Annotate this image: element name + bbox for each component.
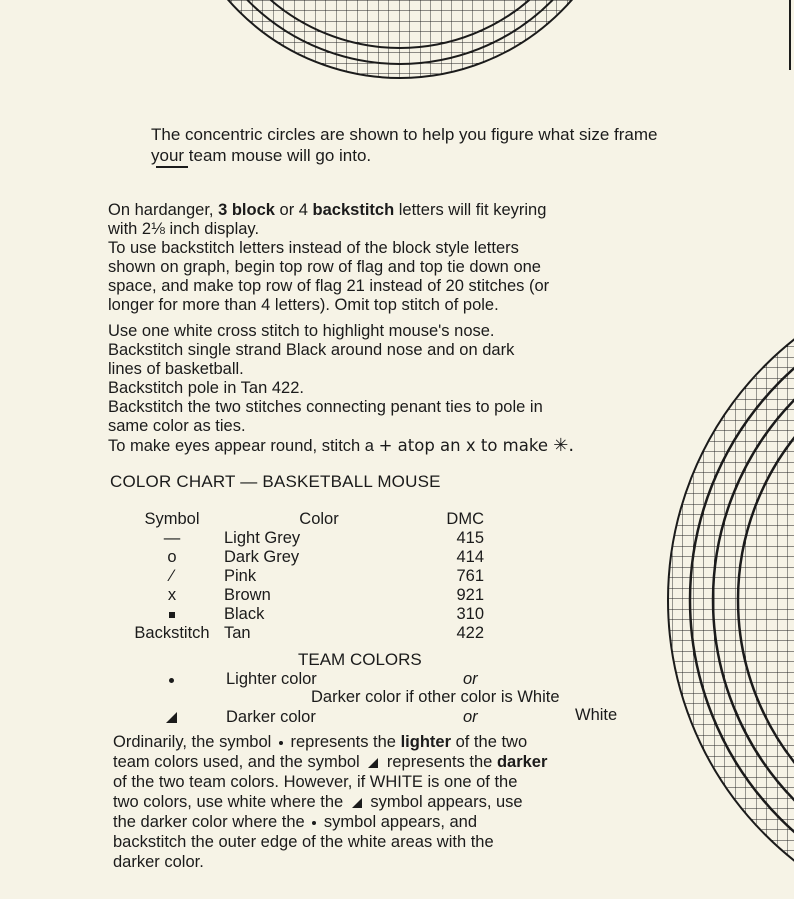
symbol-cell: Backstitch: [134, 624, 210, 642]
para2-line-4: Backstitch pole in Tan 422.: [108, 379, 304, 397]
asterisk-star-icon: ✳.: [553, 435, 575, 456]
color-chart-table: [120, 510, 484, 643]
darker-color-label: Darker color: [226, 708, 316, 726]
dmc-cell: 414: [456, 548, 484, 566]
final-line-4: two colors, use white where the symbol appears, use: [113, 793, 523, 811]
dmc-cell: 415: [456, 529, 484, 547]
triangle-icon: [352, 798, 362, 808]
final-line-5: the darker color where the symbol appears, and: [113, 813, 478, 831]
table-row: [120, 567, 484, 586]
symbol-cell: —: [163, 529, 181, 547]
dmc-cell: 422: [456, 624, 484, 642]
divider-rule: [156, 166, 188, 168]
stitch-instructions: [108, 322, 574, 456]
team-colors-title: TEAM COLORS: [298, 650, 422, 669]
para1-line-1: On hardanger, 3 block or 4 backstitch letters will fit keyring: [108, 201, 547, 219]
color-cell: Light Grey: [224, 529, 301, 547]
intro-line-2: your team mouse will go into.: [151, 146, 372, 165]
table-row: [120, 586, 484, 605]
darker-alt-label: Darker color if other color is White: [311, 688, 560, 706]
dmc-cell: 921: [456, 586, 484, 604]
dmc-header: DMC: [446, 510, 484, 528]
final-line-7: darker color.: [113, 853, 204, 871]
color-chart-header-row: [120, 510, 484, 529]
right-circle-grid: [660, 260, 794, 899]
table-row: [120, 548, 484, 567]
symbol-cell: x: [167, 586, 177, 604]
triangle-icon: [368, 758, 378, 768]
final-line-1: Ordinarily, the symbol represents the lighter of the two: [113, 733, 528, 751]
symbol-header: Symbol: [144, 510, 200, 528]
para1-line-3: To use backstitch letters instead of the block style letters: [108, 239, 519, 257]
table-row: [120, 605, 484, 624]
lighter-color-label: Lighter color: [226, 670, 317, 688]
dmc-cell: 310: [456, 605, 484, 623]
color-cell: Pink: [224, 567, 257, 585]
para2-line-6: same color as ties.: [108, 417, 246, 435]
final-line-6: backstitch the outer edge of the white areas with the: [113, 833, 494, 851]
symbol-cell: [120, 605, 224, 624]
dmc-cell: 761: [456, 567, 484, 585]
symbol-explanation: [113, 732, 547, 872]
lighter-or: or: [463, 670, 478, 688]
para2-line-3: lines of basketball.: [108, 360, 244, 378]
darker-white: White: [575, 706, 618, 724]
top-circle-grid: [150, 0, 650, 80]
triangle-icon: [166, 708, 177, 727]
color-header: Color: [299, 510, 339, 528]
hardanger-instructions: [108, 201, 549, 315]
color-cell: Brown: [224, 586, 271, 604]
final-line-2: team colors used, and the symbol represents the darker: [113, 753, 548, 771]
dot-icon: [279, 741, 283, 745]
para2-line-5: Backstitch the two stitches connecting penant ties to pole in: [108, 398, 543, 416]
para2-line-7: To make eyes appear round, stitch a + atop an x to make ✳.: [108, 435, 575, 456]
color-chart-title: COLOR CHART — BASKETBALL MOUSE: [110, 472, 441, 491]
table-row: [120, 624, 484, 643]
dot-icon: [169, 671, 174, 690]
square-icon: [169, 612, 175, 618]
intro-line-1: The concentric circles are shown to help you figure what size frame: [151, 125, 658, 144]
para1-line-2: with 2⅛ inch display.: [108, 220, 260, 238]
dot-icon: [312, 821, 316, 825]
darker-or: or: [463, 708, 478, 726]
table-row: [120, 529, 484, 548]
para1-line-5: space, and make top row of flag 21 instead of 20 stitches (or: [108, 277, 550, 295]
symbol-cell: o: [167, 548, 177, 566]
para2-line-1: Use one white cross stitch to highlight mouse's nose.: [108, 322, 495, 340]
symbol-cell: ⁄: [170, 567, 174, 585]
color-cell: Black: [224, 605, 265, 623]
color-cell: Tan: [224, 624, 251, 642]
para1-line-6: longer for more than 4 letters). Omit top stitch of pole.: [108, 296, 499, 314]
intro-text: [151, 124, 657, 166]
color-cell: Dark Grey: [224, 548, 300, 566]
final-line-3: of the two team colors. However, if WHITE is one of the: [113, 773, 518, 791]
para1-line-4: shown on graph, begin top row of flag and top tie down one: [108, 258, 541, 276]
para2-line-2: Backstitch single strand Black around nose and on dark: [108, 341, 515, 359]
